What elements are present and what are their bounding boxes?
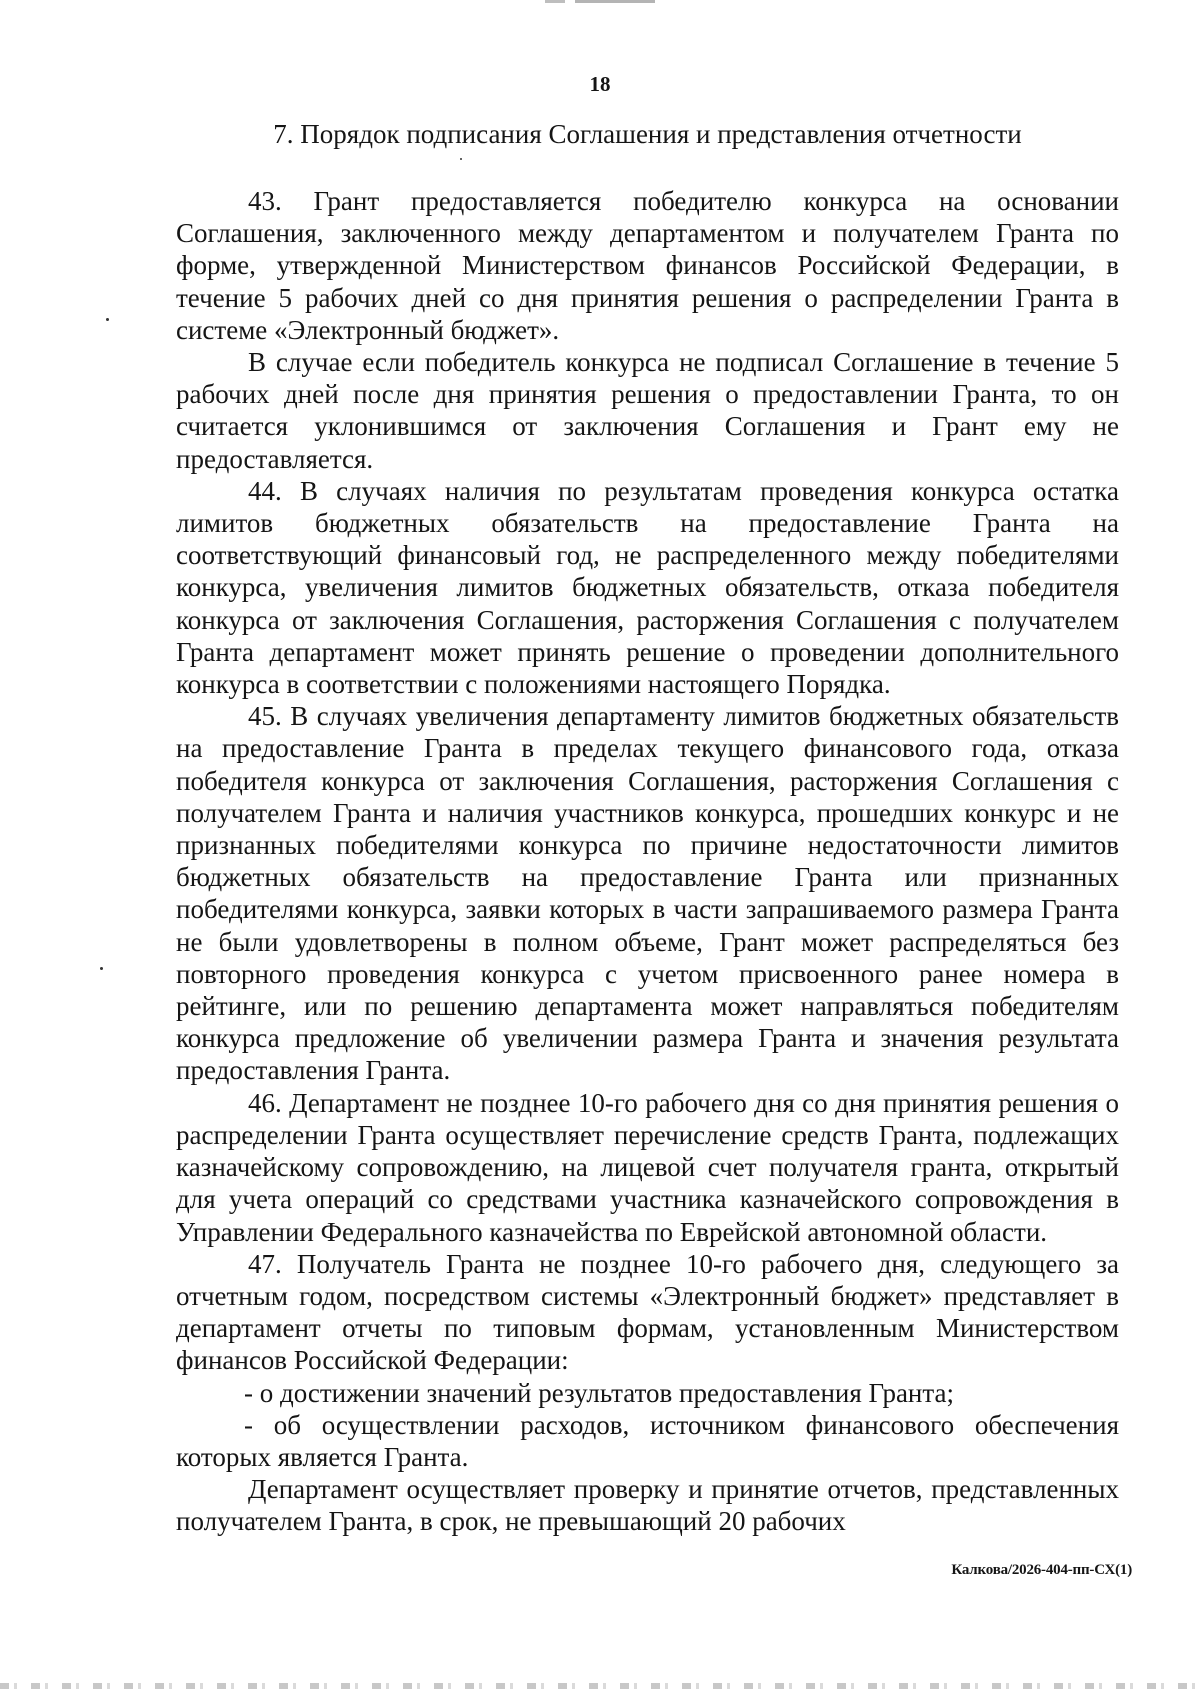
paragraph-43-continuation: В случае если победитель конкурса не подписал Соглашение в течение 5 рабочих дней после дня принятия решения о предоставлении Гранта, то он считается уклонившимся от заключения Соглашения и Грант ему не предоставляется. (176, 347, 1119, 474)
paragraph-45: 45. В случаях увеличения департаменту лимитов бюджетных обязательств на предоставление Гранта в пределах текущего финансового года, отказа победителя конкурса от заключения Соглашения, расторжения Соглашения с получателем Гранта и наличия участников конкурса, прошедших конкурс и не признанных победителями конкурса по причине недостаточности лимитов бюджетных обязательств на предоставление Гранта или признанных победителями конкурса, заявки которых в части запрашиваемого размера Гранта не были удовлетворены в полном объеме, Грант может распределяться без повторного проведения конкурса с учетом присвоенного ранее номера в рейтинге, или по решению департамента может направляться победителям конкурса предложение об увеличении размера Гранта и значения результата предоставления Гранта. (176, 701, 1119, 1086)
list-item-expenses: - об осуществлении расходов, источником финансового обеспечения которых является Гранта. (176, 1409, 1119, 1472)
document-body (176, 185, 1119, 1538)
paragraph-44: 44. В случаях наличия по результатам проведения конкурса остатка лимитов бюджетных обязательств на предоставление Гранта на соответствующий финансовый год, не распределенного между победителями конкурса, увеличения лимитов бюджетных обязательств, отказа победителя конкурса от заключения Соглашения, расторжения Соглашения с получателем Гранта департамент может принять решение о проведении дополнительного конкурса в соответствии с положениями настоящего Порядка. (176, 475, 1119, 700)
paragraph-43: 43. Грант предоставляется победителю конкурса на основании Соглашения, заключенного между департаментом и получателем Гранта по форме, утвержденной Министерством финансов Российской Федерации, в течение 5 рабочих дней со дня принятия решения о распределении Гранта в системе «Электронный бюджет». (176, 186, 1119, 345)
paragraph-46: 46. Департамент не позднее 10-го рабочего дня со дня принятия решения о распределении Гранта осуществляет перечисление средств Гранта, подлежащих казначейскому сопровождению, на лицевой счет получателя гранта, открытый для учета операций со средствами участника казначейского сопровождения в Управлении Федерального казначейства по Еврейской автономной области. (176, 1087, 1119, 1247)
scan-edge-top (545, 0, 655, 3)
section-title: 7. Порядок подписания Соглашения и представления отчетности (273, 119, 1022, 149)
scan-edge-bottom (0, 1683, 1200, 1689)
page-number: 18 (589, 72, 611, 96)
list-item-results: - о достижении значений результатов предоставления Гранта; (244, 1377, 954, 1408)
scan-speck (106, 318, 109, 321)
scan-speck (100, 967, 103, 970)
document-footer-code: Калкова/2026-404-пп-СХ(1) (951, 1562, 1132, 1578)
paragraph-report-check: Департамент осуществляет проверку и принятие отчетов, представленных получателем Гранта, в срок, не превышающий 20 рабочих (176, 1474, 1119, 1537)
paragraph-47: 47. Получатель Гранта не позднее 10-го рабочего дня, следующего за отчетным годом, посредством системы «Электронный бюджет» представляет в департамент отчеты по типовым формам, установленным Министерством финансов Российской Федерации: (176, 1248, 1119, 1376)
scan-speck (460, 158, 462, 160)
